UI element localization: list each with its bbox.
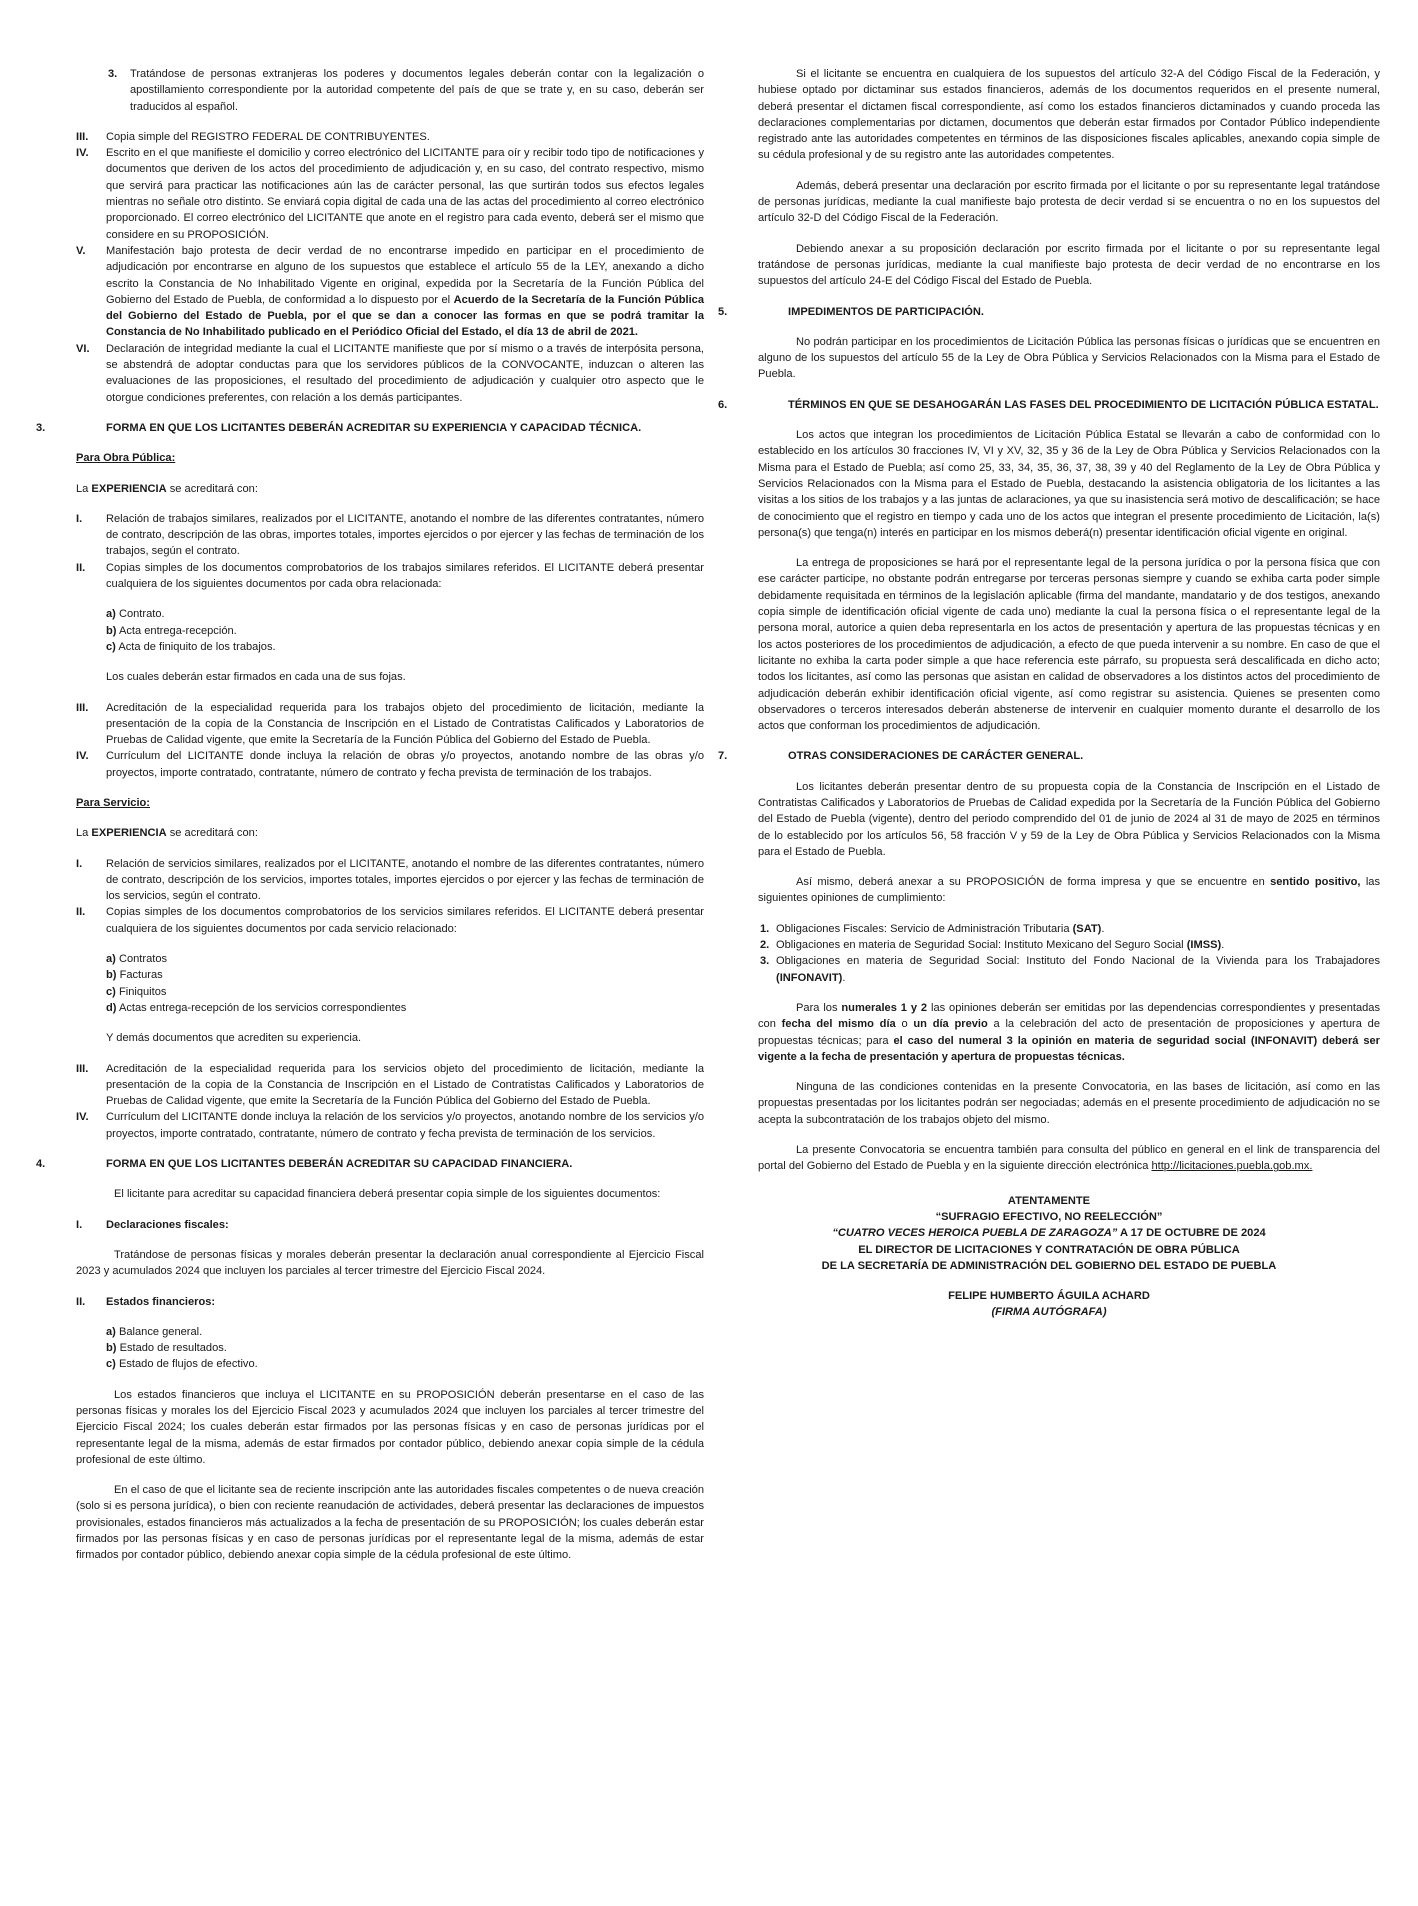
list-item: b) Estado de resultados.: [106, 1342, 227, 1355]
signature-note: (FIRMA AUTÓGRAFA): [991, 1306, 1107, 1319]
list-item: V. Manifestación bajo protesta de decir verdad de no encontrarse impedido en participar en el procedimiento de adjudicación por encontrarse en alguno de los supuestos que establece el artículo 55 de la LEY, anexando a dicho escrito la Constancia de No Inhabilitado Vigente en original, expedida por la Secretaría de la Función Pública del Gobierno del Estado de Puebla, de conformidad a lo dispuesto por el Acuerdo de la Secretaría de la Función Pública del Gobierno del Estado de Puebla, por el que se dan a conocer las formas en que se podrá tramitar la Constancia de No Inhabilitado publicado en el Periódico Oficial del Estado, el día 13 de abril de 2021.: [76, 244, 704, 339]
list-item: I. Relación de servicios similares, realizados por el LICITANTE, anotando el nombre de las diferentes contratantes, número de contrato, descripción de los servicios, importes totales, importes ejercidos o por ejercer y las fechas de terminación de los servicios, según el contrato.: [76, 857, 704, 903]
section-heading: 4. FORMA EN QUE LOS LICITANTES DEBERÁN ACREDITAR SU CAPACIDAD FINANCIERA.: [36, 1158, 573, 1171]
list-item: a) Contratos: [106, 953, 168, 966]
paragraph: Los estados financieros que incluya el LICITANTE en su PROPOSICIÓN deberán presentarse en el caso de las personas físicas y morales los del Ejercicio Fiscal 2023 y acumulados 2024 que incluyen los parciales al tercer trimestre del Ejercicio Fiscal 2024; los cuales deberán estar firmados por las personas físicas y en caso de personas jurídicas por el representante legal de la misma, además de estar firmados por contador público, debiendo anexar copia simple de la cédula profesional de este último.: [76, 1388, 704, 1466]
section-heading: 3. FORMA EN QUE LOS LICITANTES DEBERÁN ACREDITAR SU EXPERIENCIA Y CAPACIDAD TÉCNICA.: [36, 421, 642, 434]
paragraph: No podrán participar en los procedimientos de Licitación Pública las personas físicas o jurídicas que se encuentren en alguno de los supuestos del artículo 55 de la Ley de Obra Pública y Servicios Relacionados con la Misma para el Estado de Puebla.: [758, 335, 1380, 381]
paragraph: La EXPERIENCIA se acreditará con:: [76, 482, 258, 495]
document-list: [106, 1324, 704, 1373]
list-item: I. Relación de trabajos similares, realizados por el LICITANTE, anotando el nombre de las diferentes contratantes, número de contrato, descripción de las obras, importes totales, importes ejercidos o por ejercer y las fechas de terminación de los trabajos, según el contrato.: [76, 512, 704, 558]
section-heading: 5. IMPEDIMENTOS DE PARTICIPACIÓN.: [718, 305, 985, 318]
subheading: I. Declaraciones fiscales:: [76, 1218, 229, 1231]
paragraph: Y demás documentos que acrediten su experiencia.: [106, 1032, 362, 1045]
paragraph: Así mismo, deberá anexar a su PROPOSICIÓN de forma impresa y que se encuentre en sentido positivo, las siguientes opiniones de cumplimiento:: [758, 876, 1381, 905]
list-item: 1. Obligaciones Fiscales: Servicio de Administración Tributaria (SAT).: [760, 922, 1105, 935]
document-list: [106, 606, 704, 655]
list-item: a) Balance general.: [106, 1325, 203, 1338]
paragraph: Tratándose de personas físicas y morales deberán presentar la declaración anual correspondiente al Ejercicio Fiscal 2023 y acumulados 2024 que incluyen los parciales al tercer trimestre del Ejercicio Fiscal 2024.: [76, 1248, 704, 1278]
list-item: c) Estado de flujos de efectivo.: [106, 1358, 258, 1371]
paragraph: En el caso de que el licitante sea de reciente inscripción ante las autoridades fiscales competentes o de nueva creación (solo si es persona jurídica), o bien con reciente reanudación de actividades, deberá presentar las declaraciones de impuestos provisionales, estados financieros más actualizados a la fecha de presentación de su PROPOSICIÓN; los cuales deberán estar firmados por las personas físicas y en caso de personas jurídicas por el representante legal de la misma, además de estar firmados por contador público, debiendo anexar copia simple de la cédula profesional de este último.: [76, 1484, 704, 1562]
opinions-list: [718, 921, 1380, 986]
list-item: c) Acta de finiquito de los trabajos.: [106, 640, 276, 653]
list-item: c) Finiquitos: [106, 985, 167, 998]
paragraph: La entrega de proposiciones se hará por el representante legal de la persona jurídica o por la persona física que con ese carácter participe, no obstante podrán entregarse por terceras personas siempre y cuando se exhiba carta poder simple debidamente requisitada en términos de la legislación aplicable (firma del mandante, mandatario y de dos testigos, anexando copia simple de identificación oficial vigente de cada uno) mediante la cual la persona física o el representante legal de la persona moral, autorice a quien deba representarla en los actos de presentación y apertura de las propuestas técnicas y en los actos posteriores de los procedimientos de adjudicación, a efecto de que pueda intervenir a su nombre. En caso de que el licitante no exhiba la carta poder simple a que hace referencia este párrafo, su propuesta será descalificada en dicho acto; todos los licitantes, así como las personas que asistan en calidad de observadores a los distintos actos del procedimiento de adjudicación deberán exhibir identificación oficial vigente, así como registrar su asistencia. Quienes se presenten como observadores o terceros interesados deberán abstenerse de intervenir en cualquier momento durante el desarrollo de los actos que conforman los procedimientos de adjudicación.: [758, 557, 1380, 733]
subheading: II. Estados financieros:: [76, 1295, 216, 1308]
list-item: III. Acreditación de la especialidad requerida para los trabajos objeto del procedimiento de licitación, mediante la presentación de la copia de la Constancia de Inscripción en el Listado de Contratistas Calificados y Laboratorios de Pruebas de Calidad vigente, que emite la Secretaría de la Función Pública del Gobierno del Estado de Puebla.: [76, 701, 704, 747]
list-item: IV. Escrito en el que manifieste el domicilio y correo electrónico del LICITANTE para oír y recibir todo tipo de notificaciones y documentos que deriven de los actos del procedimiento de adjudicación y, en su caso, del contrato respectivo, mismo que servirá para practicar las notificaciones aún las de carácter personal, las que surtirán todos sus efectos legales mientras no señale otro distinto. Se enviará copia digital de cada una de las actas del procedimiento al correo electrónico proporcionado. El correo electrónico del LICITANTE que anote en el registro para cada evento, deberá ser el mismo que considere en su PROPOSICIÓN.: [76, 147, 704, 241]
list-item: III. Copia simple del REGISTRO FEDERAL DE CONTRIBUYENTES.: [76, 130, 430, 143]
list-item: II. Copias simples de los documentos comprobatorios de los servicios similares referidos. El LICITANTE deberá presentar cualquiera de los siguientes documentos por cada servicio relacionado:: [76, 906, 704, 935]
paragraph: Si el licitante se encuentra en cualquiera de los supuestos del artículo 32-A del Código Fiscal de la Federación, y hubiese optado por dictaminar sus estados financieros, además de los documentos requeridos en el presente numeral, deberá presentar el dictamen fiscal correspondiente, así como los estados financieros dictaminados y cuando proceda las declaraciones complementarias por dictamen, documentos que deberán estar firmados por Contador Público independiente registrado ante las autoridades competentes en términos de las disposiciones fiscales aplicables, anexando copia simple de su cédula profesional y de su registro ante las autoridades competentes.: [758, 68, 1380, 162]
paragraph: Los licitantes deberán presentar dentro de su propuesta copia de la Constancia de Inscripción en el Listado de Contratistas Calificados y Laboratorios de Pruebas de Calidad expedida por la Secretaría de la Función Pública del Gobierno del Estado de Puebla (vigente), dentro del periodo comprendido del 01 de junio de 2024 al 31 de mayo de 2025 en términos de lo establecido por los artículos 56, 58 fracción V y 59 de la Ley de Obra Pública y Servicios Relacionados con la Misma para el Estado de Puebla.: [758, 780, 1380, 858]
section-heading: 6. TÉRMINOS EN QUE SE DESAHOGARÁN LAS FASES DEL PROCEDIMIENTO DE LICITACIÓN PÚBLICA ESTATAL.: [718, 398, 1379, 411]
list-item: II. Copias simples de los documentos comprobatorios de los trabajos similares referidos. El LICITANTE deberá presentar cualquiera de los siguientes documentos por cada obra relacionada:: [76, 561, 704, 591]
licitaciones-link[interactable]: http://licitaciones.puebla.gob.mx.: [1151, 1160, 1313, 1173]
paragraph: Debiendo anexar a su proposición declaración por escrito firmada por el licitante o por su representante legal tratándose de personas jurídicas, mediante la cual manifieste bajo protesta de decir verdad de no encontrarse en los supuestos del artículo 24-E del Código Fiscal del Estado de Puebla.: [758, 242, 1380, 288]
list-item: b) Facturas: [106, 969, 163, 982]
list-item: III. Acreditación de la especialidad requerida para los servicios objeto del procedimiento de licitación, mediante la presentación de la copia de la Constancia de Inscripción en el Listado de Contratistas Calificados y Laboratorios de Pruebas de Calidad vigente, que emite la Secretaría de la Función Pública del Gobierno del Estado de Puebla.: [76, 1062, 704, 1108]
list-item: 3. Obligaciones en materia de Seguridad Social: Instituto del Fondo Nacional de la Vivienda para los Trabajadores (INFONAVIT).: [760, 955, 1380, 984]
list-item: a) Contrato.: [106, 608, 165, 621]
right-column: [718, 66, 1380, 1321]
paragraph: El licitante para acreditar su capacidad financiera deberá presentar copia simple de los siguientes documentos:: [114, 1188, 661, 1201]
signer-name: FELIPE HUMBERTO ÁGUILA ACHARD: [948, 1290, 1150, 1303]
signature-block: ATENTAMENTE “SUFRAGIO EFECTIVO, NO REELECCIÓN” “CUATRO VECES HEROICA PUEBLA DE ZARAGOZA” A 17 DE OCTUBRE DE 2024 EL DIRECTOR DE LICITACIONES Y CONTRATACIÓN DE OBRA PÚBLICA DE LA SECRETARÍA DE ADMINISTRACIÓN DEL GOBIERNO DEL ESTADO DE PUEBLA FELIPE HUMBERTO ÁGUILA ACHARD (FIRMA AUTÓGRAFA): [718, 1193, 1380, 1321]
list-item: b) Acta entrega-recepción.: [106, 624, 237, 637]
paragraph: La presente Convocatoria se encuentra también para consulta del público en general en el link de transparencia del portal del Gobierno del Estado de Puebla y en la siguiente dirección electrónica http://licitaciones.puebla.gob.mx.: [758, 1144, 1380, 1173]
list-item: 3. Tratándose de personas extranjeras los poderes y documentos legales deberán contar con la legalización o apostillamiento correspondiente por la autoridad competente del país de que se trate y, en su caso, deberán ser traducidos al español.: [108, 68, 704, 113]
paragraph: La EXPERIENCIA se acreditará con:: [76, 827, 258, 840]
list-item: 2. Obligaciones en materia de Seguridad Social: Instituto Mexicano del Seguro Social (IMSS).: [760, 939, 1225, 952]
list-item: d) Actas entrega-recepción de los servicios correspondientes: [106, 1001, 407, 1014]
document-list: [106, 951, 704, 1016]
paragraph: Además, deberá presentar una declaración por escrito firmada por el licitante o por su representante legal tratándose de personas jurídicas, mediante la cual manifieste bajo protesta de decir verdad si se encuentra o no en los supuestos del artículo 32-D del Código Fiscal de la Federación.: [758, 179, 1380, 225]
paragraph: Ninguna de las condiciones contenidas en la presente Convocatoria, en las bases de licitación, así como en las propuestas presentadas por los licitantes podrán ser negociadas; además en el presente procedimiento de adjudicación no se acepta la subcontratación de los trabajos objeto del mismo.: [758, 1081, 1380, 1126]
list-item: IV. Currículum del LICITANTE donde incluya la relación de obras y/o proyectos, anotando nombre de las obras y/o proyectos, importe contratado, contratante, número de contrato y fecha prevista de terminación de los trabajos.: [76, 750, 704, 779]
paragraph: Los actos que integran los procedimientos de Licitación Pública Estatal se llevarán a cabo de conformidad con lo establecido en los artículos 30 fracciones IV, VI y XV, 32, 35 y 36 de la Ley de Obra Pública y Servicios Relacionados con la Misma para el Estado de Puebla; así como 25, 33, 34, 35, 36, 37, 38, 39 y 40 del Reglamento de la Ley de Obra Pública y Servicios Relacionados con la Misma para el Estado de Puebla, destacando la asistencia obligatoria de los licitantes a las visitas a los sitios de los trabajos y a las juntas de aclaraciones, ya que su inasistencia será motivo de descalificación; se hace de conocimiento que el registro en tiempo y cada uno de los actos que integran el presente procedimiento de Licitación, la(s) persona(s) que tenga(n) interés en participar en los mismos deberá(n) presentar identificación oficial vigente en original.: [758, 429, 1380, 539]
left-column: [36, 66, 704, 1564]
list-item: IV. Currículum del LICITANTE donde incluya la relación de los servicios y/o proyectos, anotando nombre de los servicios y/o proyectos, importe contratado, contratante, número de contrato y fecha prevista de terminación de los servicios.: [76, 1111, 704, 1140]
subheading: Para Servicio:: [76, 796, 150, 809]
section-heading: 7. OTRAS CONSIDERACIONES DE CARÁCTER GENERAL.: [718, 750, 1084, 763]
subheading: Para Obra Pública:: [76, 452, 176, 465]
list-item: VI. Declaración de integridad mediante la cual el LICITANTE manifieste que por sí mismo o a través de interpósita persona, se abstendrá de adoptar conductas para que los servidores públicos de la CONVOCANTE, induzcan o alteren las evaluaciones de las proposiciones, el resultado del procedimiento de adjudicación y cualquier otro aspecto que le otorgue condiciones preferentes, con relación a los demás participantes.: [76, 342, 704, 404]
paragraph: Los cuales deberán estar firmados en cada una de sus fojas.: [106, 671, 406, 684]
paragraph: Para los numerales 1 y 2 las opiniones deberán ser emitidas por las dependencias correspondientes y presentadas con fecha del mismo día o un día previo a la celebración del acto de presentación de proposiciones y apertura de propuestas técnicas; para el caso del numeral 3 la opinión en materia de seguridad social (INFONAVIT) deberá ser vigente a la fecha de presentación y apertura de propuestas técnicas.: [758, 1001, 1381, 1063]
